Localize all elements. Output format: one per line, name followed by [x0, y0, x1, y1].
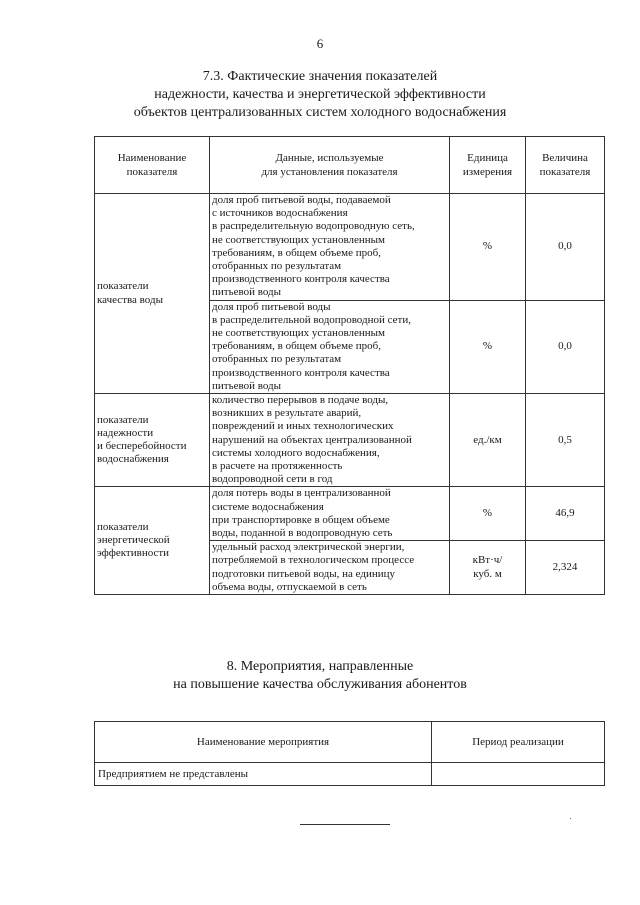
- row-description: доля потерь воды в централизованной системе водоснабжения при транспортировке в общем объеме воды, поданной в водопроводную сеть: [210, 487, 450, 541]
- table-row: [95, 763, 605, 786]
- indicator-group-energy: показатели энергетической эффективности: [95, 487, 210, 595]
- table-row: [95, 194, 605, 301]
- section-8-title: [0, 658, 640, 694]
- row-value: 0,0: [526, 194, 605, 301]
- title-line: 7.3. Фактические значения показателей: [202, 69, 438, 84]
- scan-speck: [570, 818, 571, 819]
- table-row: [95, 487, 605, 541]
- row-value: 0,5: [526, 394, 605, 487]
- row-description: доля проб питьевой воды в распределительной водопроводной сети, не соответствующих установленным требованиям, в общем объеме проб, отобранных по результатам производственного контроля качества питьевой воды: [210, 300, 450, 393]
- indicator-group-quality: показатели качества воды: [95, 194, 210, 394]
- header-indicator-name: Наименование показателя: [95, 137, 210, 194]
- measure-name-cell: Предприятием не представлены: [95, 763, 432, 786]
- footer-divider: [300, 824, 390, 825]
- header-data-used: Данные, используемые для установления показателя: [210, 137, 450, 194]
- row-description: удельный расход электрической энергии, потребляемой в технологическом процессе подготовки питьевой воды, на единицу объема воды, отпускаемой в сеть: [210, 541, 450, 595]
- table-row: [95, 394, 605, 487]
- title-line: объектов централизованных систем холодного водоснабжения: [133, 105, 507, 120]
- row-unit: кВт·ч/ куб. м: [450, 541, 526, 595]
- header-value: Величина показателя: [526, 137, 605, 194]
- row-description: доля проб питьевой воды, подаваемой с источников водоснабжения в распределительную водопроводную сеть, не соответствующих установленным требованиям, в общем объеме проб, отобранных по результатам производственного контроля качества питьевой воды: [210, 194, 450, 301]
- row-value: 0,0: [526, 300, 605, 393]
- indicators-table: [94, 136, 605, 595]
- table-header-row: [95, 722, 605, 763]
- section-7-3-title: [0, 68, 640, 122]
- table-header-row: [95, 137, 605, 194]
- header-measure-name: Наименование мероприятия: [95, 722, 432, 763]
- title-line: надежности, качества и энергетической эффективности: [154, 87, 486, 102]
- row-unit: %: [450, 487, 526, 541]
- measures-table: [94, 721, 605, 786]
- title-line: на повышение качества обслуживания абонентов: [173, 677, 467, 692]
- measure-period-cell: [432, 763, 605, 786]
- indicator-group-reliability: показатели надежности и бесперебойности водоснабжения: [95, 394, 210, 487]
- row-unit: ед./км: [450, 394, 526, 487]
- row-description: количество перерывов в подаче воды, возникших в результате аварий, повреждений и иных технологических нарушений на объектах централизованной системы холодного водоснабжения, в расчете на протяженность водопроводной сети в год: [210, 394, 450, 487]
- header-period: Период реализации: [432, 722, 605, 763]
- row-unit: %: [450, 300, 526, 393]
- row-unit: %: [450, 194, 526, 301]
- page-number: 6: [316, 36, 324, 51]
- title-line: 8. Мероприятия, направленные: [226, 659, 414, 674]
- header-unit: Единица измерения: [450, 137, 526, 194]
- row-value: 46,9: [526, 487, 605, 541]
- row-value: 2,324: [526, 541, 605, 595]
